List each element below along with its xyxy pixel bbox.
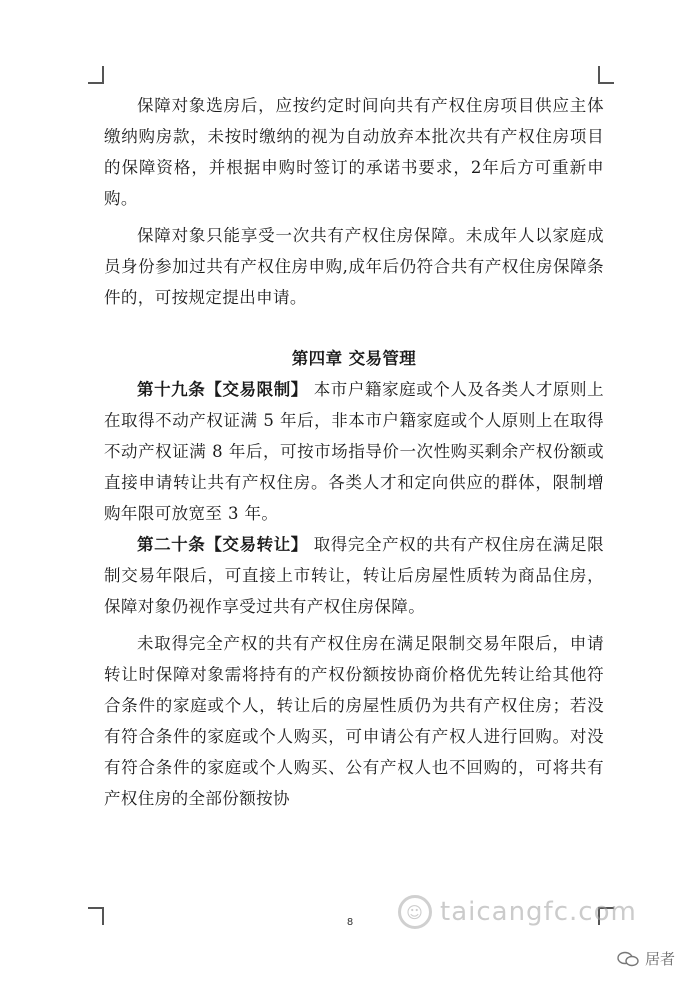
crop-mark-top-right — [598, 66, 614, 84]
account-badge — [617, 948, 675, 969]
crop-mark-top-left — [88, 66, 104, 84]
article-19-text: 本市户籍家庭或个人及各类人才原则上在取得不动产权证满 5 年后，非本市户籍家庭或个人原则上在取得不动产权证满 8 年后，可按市场指导价一次性购买剩余产权份额或直接申请转让共有产权住房。各类人才和定向供应的群体，限制增购年限可放宽至 3 年。 — [104, 380, 605, 523]
paragraph-payment: 保障对象选房后，应按约定时间向共有产权住房项目供应主体缴纳购房款，未按时缴纳的视为自动放弃本批次共有产权住房项目的保障资格，并根据申购时签订的承诺书要求，2年后方可重新申购。 — [104, 96, 604, 208]
watermark-text: taicangfc.com — [440, 897, 637, 927]
document-body — [104, 90, 604, 814]
article-19 — [104, 374, 604, 529]
chapter-title: 第四章 交易管理 — [291, 349, 417, 368]
paragraph-transfer: 未取得完全产权的共有产权住房在满足限制交易年限后，申请转让时保障对象需将持有的产权份额按协商价格优先转让给其他符合条件的家庭或个人，转让后的房屋性质仍为共有产权住房；若没有符合条件的家庭或个人购买，可申请公有产权人进行回购。对没有符合条件的家庭或个人购买、公有产权人也不回购的，可将共有产权住房的全部份额按协 — [104, 634, 604, 808]
article-20-text: 取得完全产权的共有产权住房在满足限制交易年限后，可直接上市转让，转让后房屋性质转为商品住房，保障对象仍视作享受过共有产权住房保障。 — [104, 535, 605, 616]
paragraph-once-only: 保障对象只能享受一次共有产权住房保障。未成年人以家庭成员身份参加过共有产权住房申购,成年后仍符合共有产权住房保障条件的，可按规定提出申请。 — [104, 226, 604, 307]
smiley-icon: ☺ — [398, 895, 432, 929]
article-20-title: 第二十条【交易转让】 — [137, 535, 308, 554]
article-19-title: 第十九条【交易限制】 — [137, 380, 308, 399]
wechat-icon — [617, 951, 639, 967]
page-number: 8 — [346, 917, 354, 928]
badge-label: 居者 — [645, 950, 676, 968]
watermark — [398, 892, 637, 932]
article-20 — [104, 529, 604, 622]
